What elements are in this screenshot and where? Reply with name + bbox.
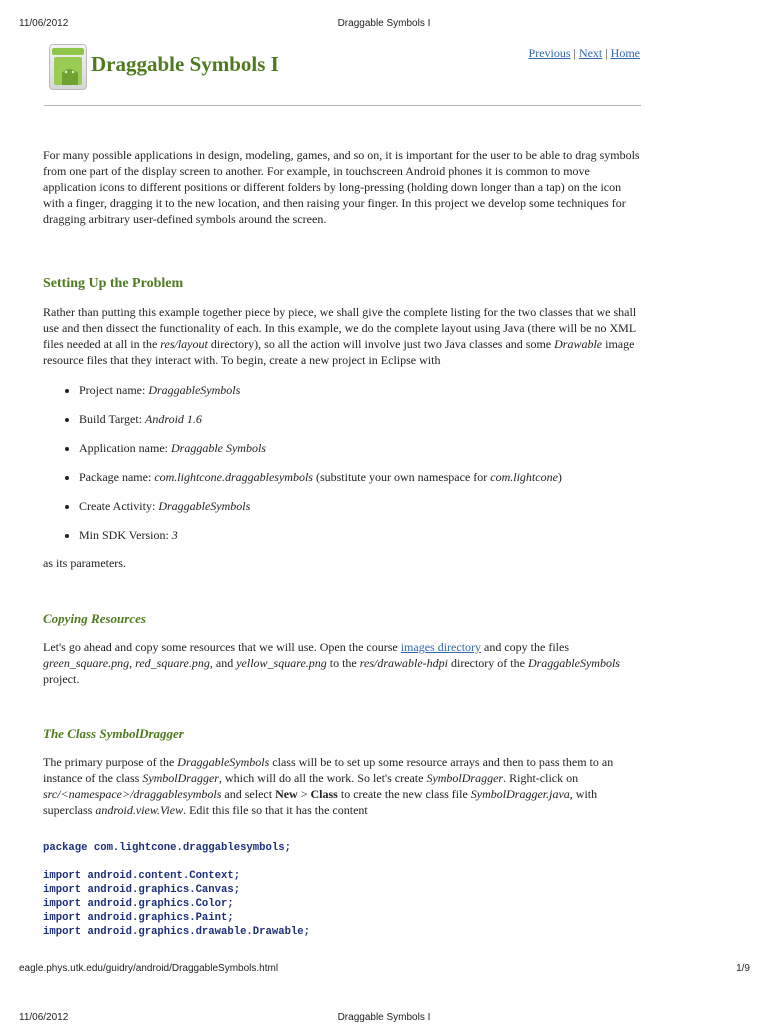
- next-page-title: Draggable Symbols I: [337, 1012, 431, 1023]
- next-link[interactable]: Next: [578, 46, 603, 60]
- section-heading-setup: Setting Up the Problem: [43, 276, 184, 291]
- list-item: • Min SDK Version: 3: [79, 527, 643, 543]
- list-item: • Create Activity: DraggableSymbols: [79, 498, 643, 514]
- list-item: • Build Target: Android 1.6: [79, 411, 643, 427]
- android-logo-icon: [49, 44, 87, 90]
- list-item: • Project name: DraggableSymbols: [79, 382, 643, 398]
- images-directory-link[interactable]: images directory: [400, 640, 482, 654]
- next-page-date: 11/06/2012: [19, 1012, 69, 1023]
- list-item: • Package name: com.lightcone.draggablesymbols (substitute your own namespace for com.lightcone): [79, 469, 643, 485]
- print-date: 11/06/2012: [19, 18, 69, 29]
- nav-separator: |: [605, 46, 608, 60]
- setup-paragraph: Rather than putting this example together piece by piece, we shall give the complete listing for the two classes that we shall use and then dissect the functionality of each. In this example, we do the complete layout using Java (there will be no XML files needed at all in the res/layout directory), so all the action will involve just two Java classes and some Drawable image resource files that they interact with. To begin, create a new project in Eclipse with: [43, 305, 637, 367]
- article-body: [43, 147, 643, 939]
- parameter-list: [43, 382, 643, 543]
- section-heading-resources: Copying Resources: [43, 611, 146, 626]
- nav-separator: |: [573, 46, 576, 60]
- previous-link[interactable]: Previous: [528, 46, 571, 60]
- section-heading-symboldragger: The Class SymbolDragger: [43, 726, 184, 741]
- print-page-number: 1/9: [736, 963, 750, 974]
- intro-paragraph: For many possible applications in design, modeling, games, and so on, it is important for the user to be able to drag symbols from one part of the display screen to another. For example, in touchscreen Android phones it is common to move application icons to different positions or different folders by long-pressing (holding down longer than a tap) on the icon with a finger, dragging it to the new location, and then raising your finger. In this project we develop some techniques for dragging arbitrary user-defined symbols around the screen.: [43, 148, 640, 226]
- code-line: import android.graphics.Canvas;: [43, 883, 241, 896]
- print-title: Draggable Symbols I: [337, 18, 431, 29]
- symboldragger-paragraph: The primary purpose of the DraggableSymbols class will be to set up some resource arrays and then to pass them to an instance of the class SymbolDragger, which will do all the work. So let's create SymbolDragger. Right-click on src/<namespace>/draggablesymbols and select New > Class to create the new class file SymbolDragger.java, with superclass android.view.View. Edit this file so that it has the content: [43, 755, 614, 817]
- page-title: Draggable Symbols I: [91, 52, 279, 76]
- code-line: import android.content.Context;: [43, 869, 241, 882]
- header-divider: [44, 105, 641, 106]
- page-nav: [529, 46, 640, 61]
- code-imports: [43, 870, 643, 940]
- code-line: import android.graphics.Color;: [43, 897, 234, 910]
- print-url: eagle.phys.utk.edu/guidry/android/DraggableSymbols.html: [19, 963, 279, 974]
- home-link[interactable]: Home: [610, 46, 640, 60]
- code-package-line: package com.lightcone.draggablesymbols;: [43, 842, 291, 854]
- code-line: import android.graphics.Paint;: [43, 911, 234, 924]
- resources-paragraph: Let's go ahead and copy some resources that we will use. Open the course images directory and copy the files green_square.png, red_square.png, and yellow_square.png to the res/drawable-hdpi directory of the DraggableSymbols project.: [43, 640, 620, 686]
- params-closing: as its parameters.: [43, 556, 126, 570]
- code-line: import android.graphics.drawable.Drawable;: [43, 925, 311, 938]
- list-item: • Application name: Draggable Symbols: [79, 440, 643, 456]
